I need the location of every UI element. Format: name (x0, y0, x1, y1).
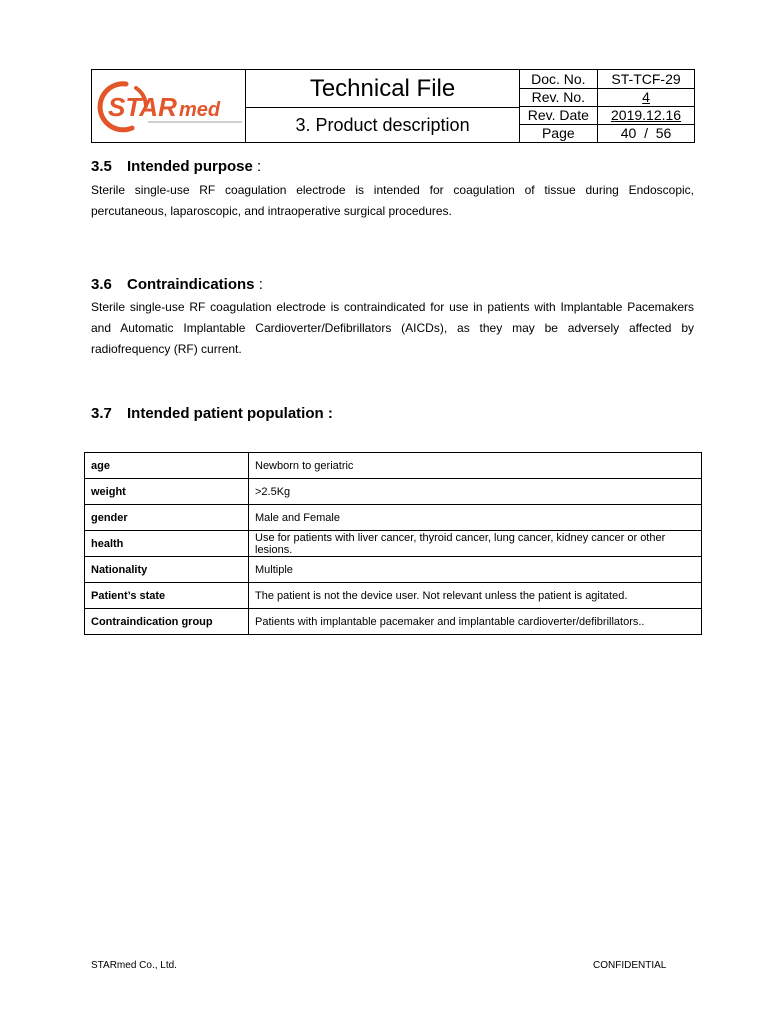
meta-value: 4 (598, 88, 694, 106)
row-key: weight (85, 479, 249, 505)
document-header (91, 69, 695, 143)
meta-row (520, 70, 694, 88)
section-heading-contraindications (91, 276, 263, 293)
document-meta-table (520, 70, 694, 142)
patient-population-table (84, 452, 702, 635)
section-colon: : (257, 158, 262, 175)
section-title: Intended purpose (127, 158, 253, 175)
section-number: 3.7 (91, 405, 112, 422)
meta-value: ST-TCF-29 (598, 70, 694, 88)
row-value: Multiple (249, 557, 702, 583)
meta-label: Doc. No. (520, 70, 598, 88)
title-cell (246, 70, 519, 142)
row-key: Contraindication group (85, 609, 249, 635)
meta-value: 2019.12.16 (598, 106, 694, 124)
document-subtitle: 3. Product description (295, 114, 470, 135)
section-heading-intended-purpose (91, 158, 261, 175)
section-colon: : (258, 276, 263, 293)
meta-row (520, 106, 694, 124)
row-key: Nationality (85, 557, 249, 583)
section-heading-patient-population (91, 405, 333, 422)
section-text-intended-purpose: Sterile single-use RF coagulation electrode is intended for coagulation of tissue during Endoscopic, percutaneous, laparoscopic, and intraoperative surgical procedures. (91, 183, 694, 218)
row-value: Newborn to geriatric (249, 453, 702, 479)
row-key: gender (85, 505, 249, 531)
meta-label: Rev. Date (520, 106, 598, 124)
meta-label: Page (520, 124, 598, 142)
table-row (85, 557, 702, 583)
table-row (85, 479, 702, 505)
starmed-logo (96, 80, 242, 134)
table-row (85, 531, 702, 557)
section-number: 3.5 (91, 158, 112, 175)
meta-label: Rev. No. (520, 88, 598, 106)
row-value: >2.5Kg (249, 479, 702, 505)
footer-company: STARmed Co., Ltd. (91, 960, 177, 971)
logo-cell (92, 70, 246, 142)
row-value: Male and Female (249, 505, 702, 531)
meta-row (520, 124, 694, 142)
section-number: 3.6 (91, 276, 112, 293)
row-key: Patient’s state (85, 583, 249, 609)
section-text-contraindications: Sterile single-use RF coagulation electrode is contraindicated for use in patients with Implantable Pacemakers and Automatic Implantable Cardioverter/Defibrillators (AICDs), as they may be adversely affected by radiofrequency (RF) current. (91, 300, 694, 356)
table-row (85, 609, 702, 635)
table-row (85, 583, 702, 609)
meta-row (520, 88, 694, 106)
row-key: age (85, 453, 249, 479)
footer-confidential: CONFIDENTIAL (593, 960, 667, 971)
table-row (85, 505, 702, 531)
meta-value: 40 / 56 (620, 125, 672, 142)
section-title: Contraindications (127, 276, 255, 293)
row-key: health (85, 531, 249, 557)
table-row (85, 453, 702, 479)
logo-med: med (179, 99, 221, 121)
logo-star: STAR (108, 92, 177, 122)
row-value: The patient is not the device user. Not relevant unless the patient is agitated. (249, 583, 702, 609)
row-value: Use for patients with liver cancer, thyroid cancer, lung cancer, kidney cancer or other lesions. (249, 531, 702, 557)
row-value: Patients with implantable pacemaker and implantable cardioverter/defibrillators.. (249, 609, 702, 635)
section-title: Intended patient population : (127, 405, 333, 422)
document-title: Technical File (246, 70, 518, 108)
